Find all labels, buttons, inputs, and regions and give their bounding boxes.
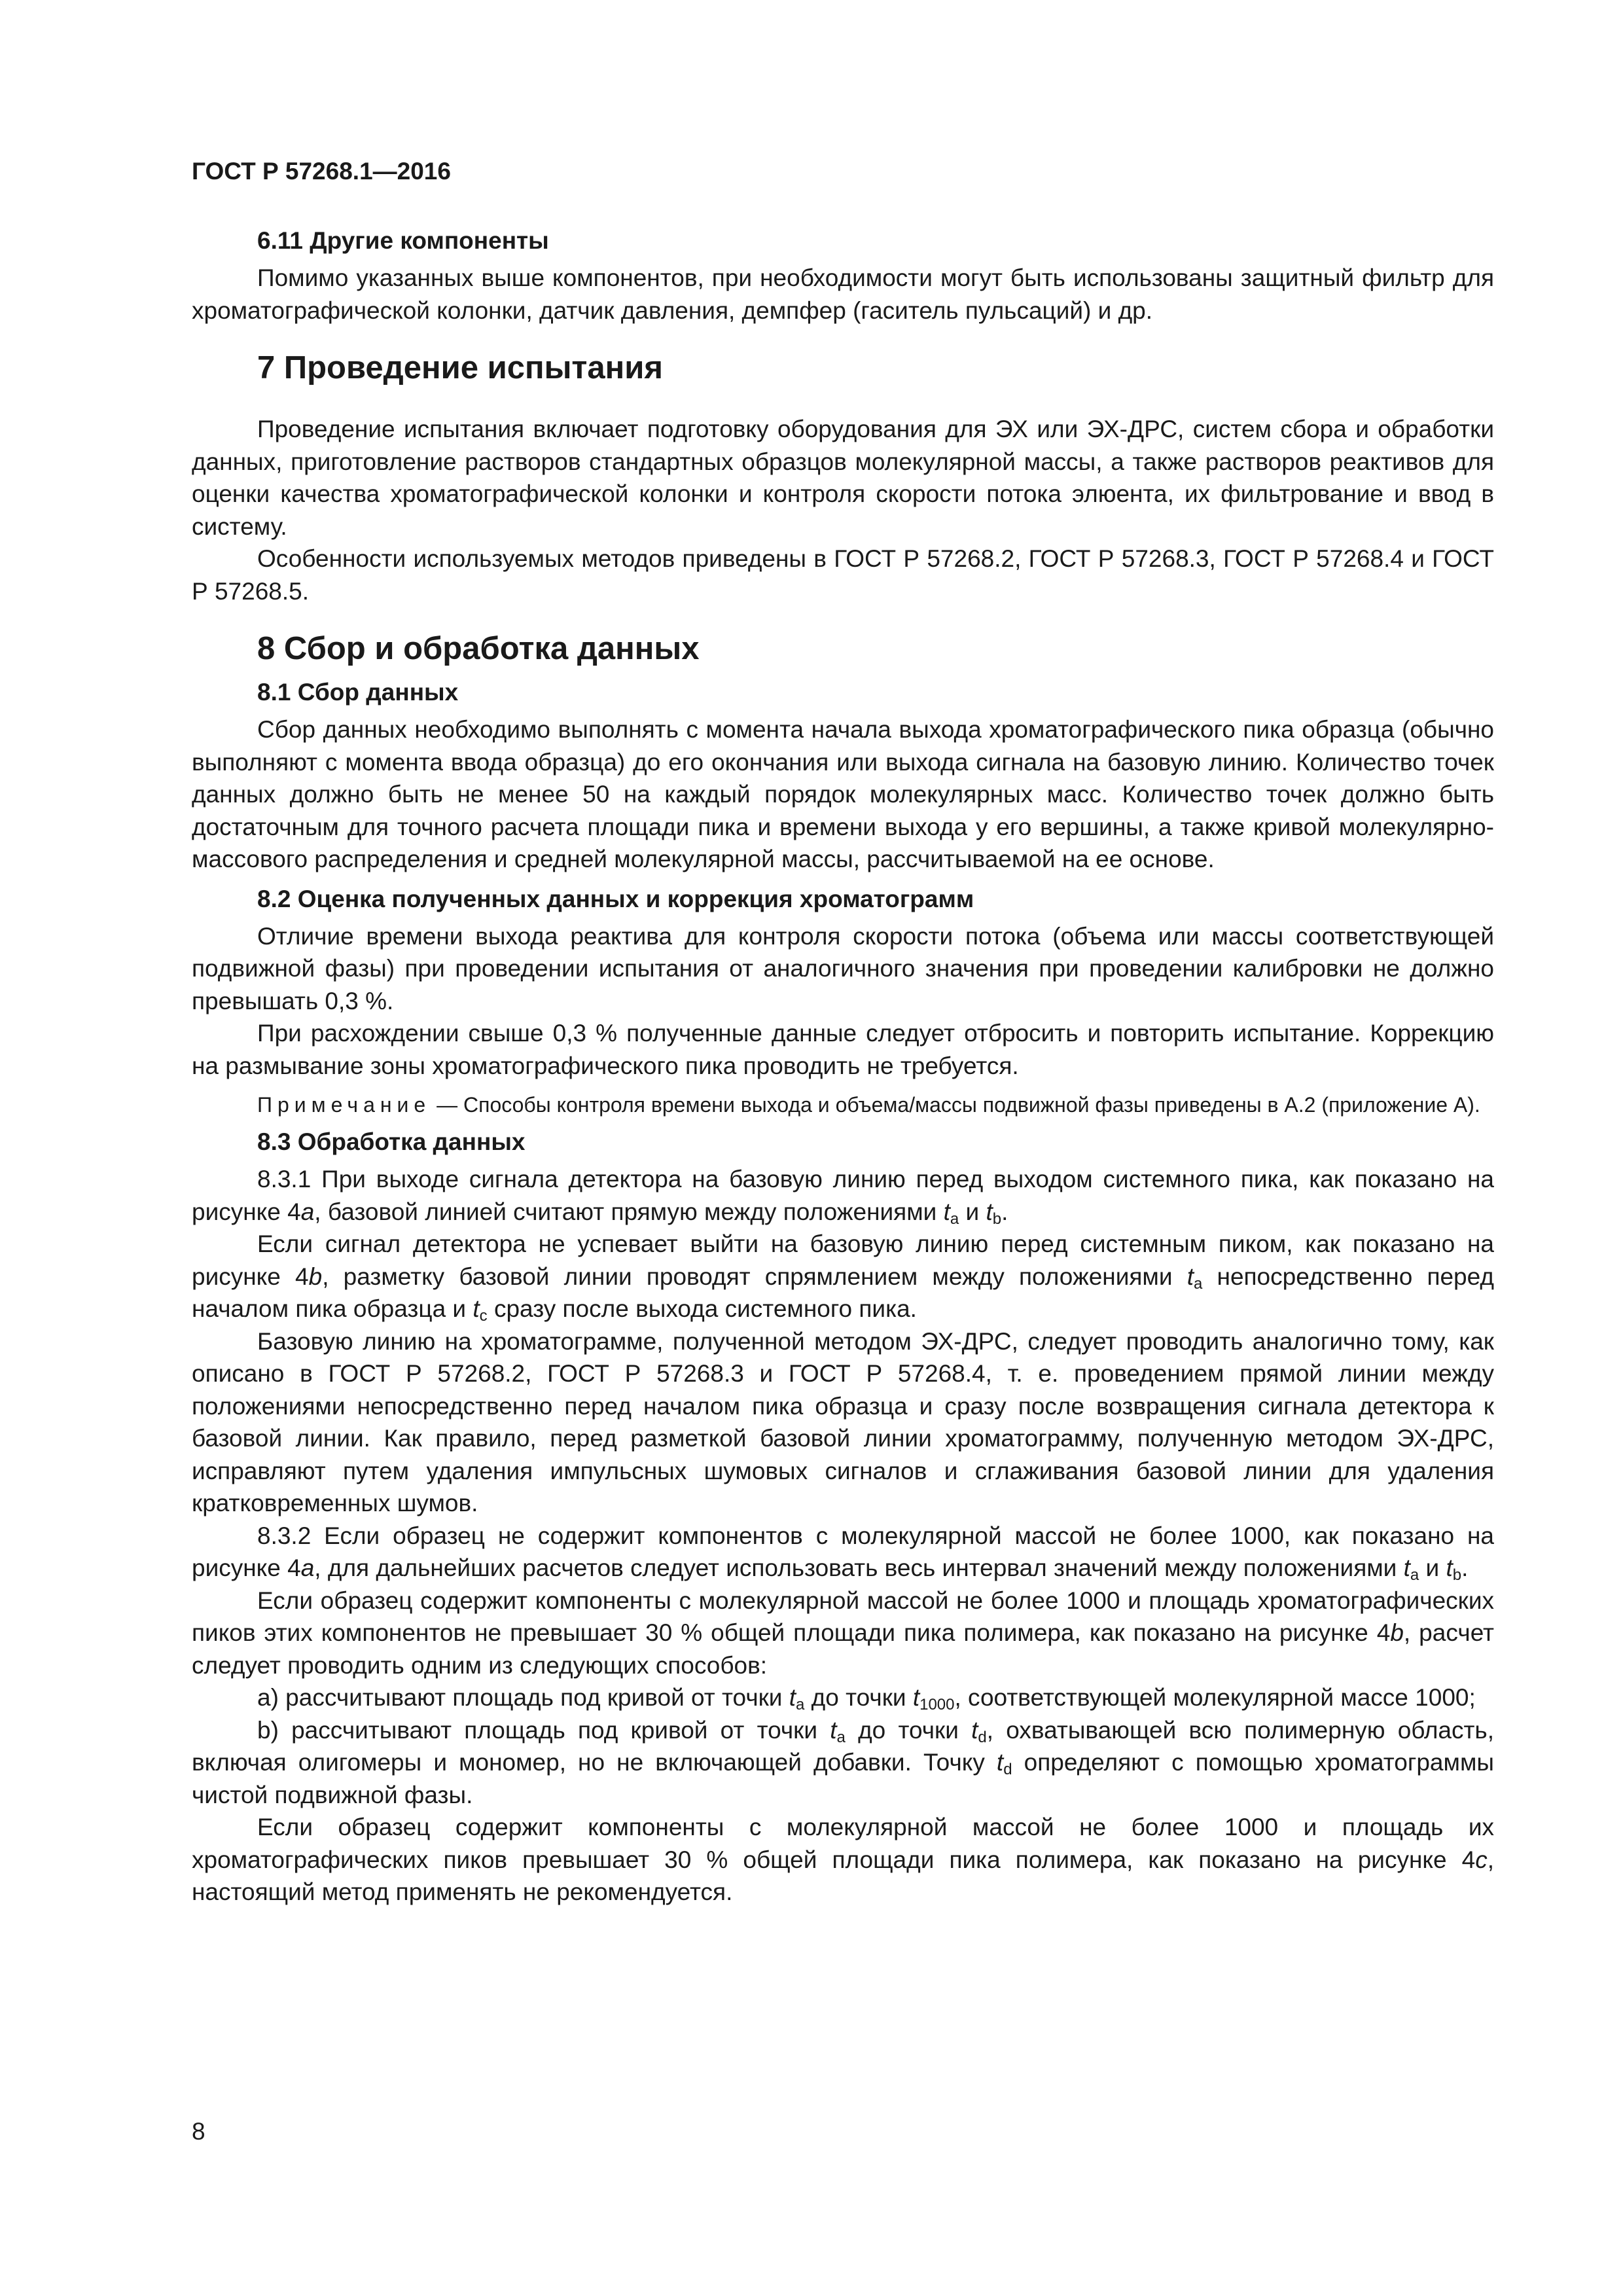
section-8-3-2-paragraph-3: Если образец содержит компоненты с молекулярной массой не более 1000 и площадь их хроматографических пиков превышает 30 % общей площади пика полимера, как показано на рисунке 4c, настоящий метод применять не рекомендуется. bbox=[192, 1814, 1494, 1905]
section-8-3-1-paragraph-3: Базовую линию на хроматограмме, полученной методом ЭХ-ДРС, следует проводить аналогично тому, как описано в ГОСТ Р 57268.2, ГОСТ Р 57268.3 и ГОСТ Р 57268.4, т. е. проведением прямой линии между положениями непосредственно перед началом пика образца и сразу после возвращения сигнала детектора к базовой линии. Как правило, перед разметкой базовой линии хроматограмму, полученную методом ЭХ-ДРС, исправляют путем удаления импульсных шумовых сигналов и сглаживания базовой линии для удаления кратковременных шумов. bbox=[192, 1327, 1494, 1516]
section-8-2-title: 8.2 Оценка полученных данных и коррекция хроматограмм bbox=[257, 885, 974, 912]
section-8-3-title: 8.3 Обработка данных bbox=[257, 1128, 526, 1155]
section-6-11-title: 6.11 Другие компоненты bbox=[257, 227, 549, 254]
section-8-title: 8 Сбор и обработка данных bbox=[257, 631, 700, 666]
note bbox=[192, 1090, 1494, 1120]
section-6-11-paragraph: Помимо указанных выше компонентов, при необходимости могут быть использованы защитный фильтр для хроматографической колонки, датчик давления, демпфер (гаситель пульсаций) и др. bbox=[192, 264, 1494, 324]
document-page bbox=[192, 157, 1494, 1909]
section-8-3-1-paragraph-2: Если сигнал детектора не успевает выйти на базовую линию перед системным пиком, как показано на рисунке 4b, разметку базовой линии проводят спрямлением между положениями $t_a$ непосредственно перед началом пика образца и $t_c$ сразу после выхода системного пика. bbox=[192, 1230, 1494, 1325]
section-8-3-2-paragraph: 8.3.2 Если образец не содержит компонентов с молекулярной массой не более 1000, как показано на рисунке 4a, для дальнейших расчетов следует использовать весь интервал значений между положениями $t_a$ и $t_b$. bbox=[192, 1522, 1494, 1584]
section-8-1-paragraph: Сбор данных необходимо выполнять с момента начала выхода хроматографического пика образца (обычно выполняют с момента ввода образца) до его окончания или выхода сигнала на базовую линию. Количество точек данных должно быть не менее 50 на каждый порядок молекулярных масс. Количество точек должно быть достаточным для точного расчета площади пика и времени выхода у его вершины, а также кривой молекулярно-массового распределения и средней молекулярной массы, рассчитываемой на ее основе. bbox=[192, 716, 1494, 872]
section-7-paragraph-2: Особенности используемых методов приведены в ГОСТ Р 57268.2, ГОСТ Р 57268.3, ГОСТ Р 57268.4 и ГОСТ Р 57268.5. bbox=[192, 545, 1494, 605]
section-8-1-title: 8.1 Сбор данных bbox=[257, 679, 459, 706]
list-item-b: b) рассчитывают площадь под кривой от точки $t_a$ до точки $t_d$, охватывающей всю полимерную область, включая олигомеры и мономер, но не включающей добавки. Точку $t_d$ определяют с помощью хроматограммы чистой подвижной фазы. bbox=[192, 1716, 1494, 1808]
note-label: Примечание bbox=[257, 1093, 431, 1117]
list-item-a: a) рассчитывают площадь под кривой от точки $t_a$ до точки $t_{1000}$, соответствующей молекулярной массе 1000; bbox=[257, 1684, 1476, 1713]
section-8-2-paragraph-2: При расхождении свыше 0,3 % полученные данные следует отбросить и повторить испытание. Коррекцию на размывание зоны хроматографического пика проводить не требуется. bbox=[192, 1020, 1494, 1079]
section-7-title: 7 Проведение испытания bbox=[257, 350, 663, 386]
section-8-2-paragraph-1: Отличие времени выхода реактива для контроля скорости потока (объема или массы соответствующей подвижной фазы) при проведении испытания от аналогичного значения при проведении калибровки не должно превышать 0,3 %. bbox=[192, 922, 1494, 1014]
standard-code: ГОСТ Р 57268.1—2016 bbox=[192, 158, 451, 185]
section-8-3-1-paragraph: 8.3.1 При выходе сигнала детектора на базовую линию перед выходом системного пика, как показано на рисунке 4a, базовой линией считают прямую между положениями $t_a$ и $t_b$. bbox=[192, 1166, 1494, 1228]
section-7-paragraph-1: Проведение испытания включает подготовку оборудования для ЭХ или ЭХ-ДРС, систем сбора и обработки данных, приготовление растворов стандартных образцов молекулярной массы, а также растворов реактивов для оценки качества хроматографической колонки и контроля скорости потока элюента, их фильтрование и ввод в систему. bbox=[192, 416, 1494, 540]
note-text: — Способы контроля времени выхода и объема/массы подвижной фазы приведены в А.2 (приложение А). bbox=[437, 1093, 1480, 1117]
page-number: 8 bbox=[192, 2118, 205, 2145]
section-8-3-2-paragraph-2: Если образец содержит компоненты с молекулярной массой не более 1000 и площадь хроматографических пиков этих компонентов не превышает 30 % общей площади пика полимера, как показано на рисунке 4b, расчет следует проводить одним из следующих способов: bbox=[192, 1587, 1494, 1679]
